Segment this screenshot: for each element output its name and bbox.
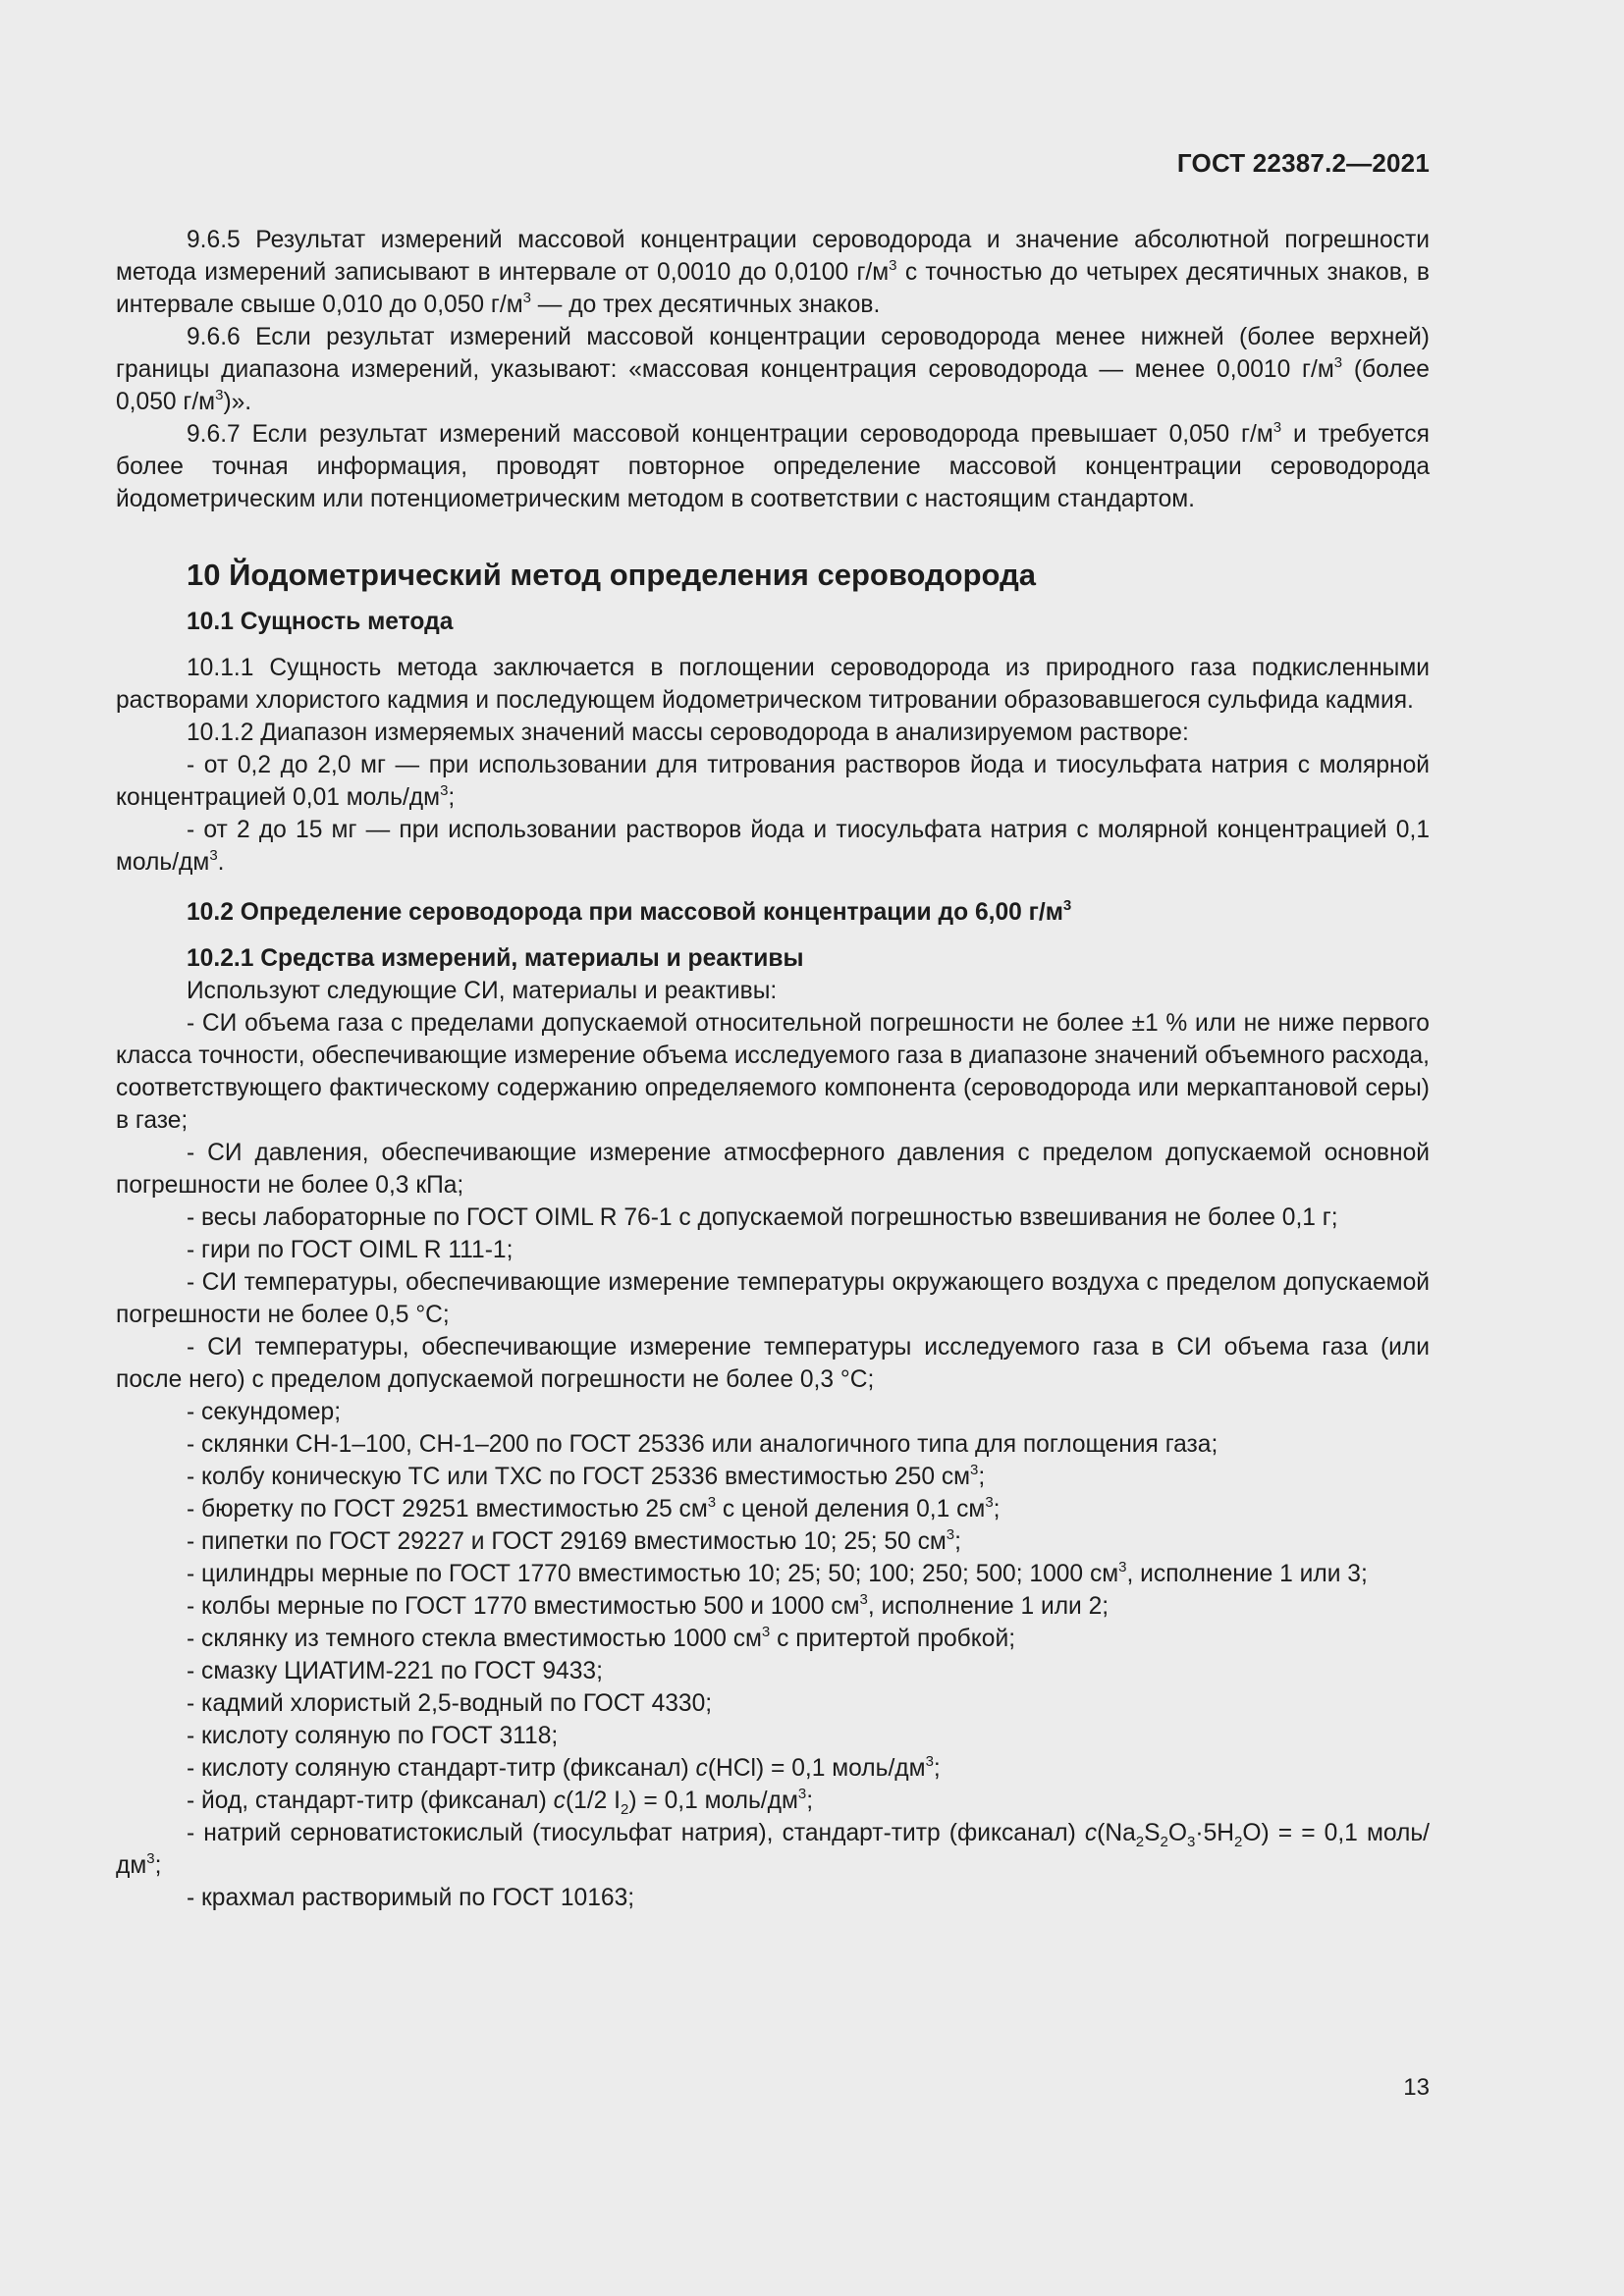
text: , исполнение 1 или 2; bbox=[867, 1593, 1110, 1620]
list-item bbox=[116, 1558, 1430, 1590]
list-item bbox=[116, 1493, 1430, 1525]
list-item bbox=[116, 1817, 1430, 1882]
list-item: - склянки СН-1–100, СН-1–200 по ГОСТ 25336 или аналогичного типа для поглощения газа; bbox=[187, 1431, 1218, 1458]
superscript: 3 bbox=[985, 1493, 994, 1511]
text: (HCl) = 0,1 моль/дм bbox=[707, 1755, 926, 1782]
text: ) = 0,1 моль/дм bbox=[628, 1788, 798, 1814]
superscript: 3 bbox=[859, 1590, 868, 1608]
section-10-2-1-heading: 10.2.1 Средства измерений, материалы и реактивы bbox=[187, 945, 804, 972]
subscript: 2 bbox=[621, 1800, 629, 1818]
subscript: 2 bbox=[1234, 1833, 1243, 1850]
text: и требуется более точная информация, проводят повторное определение массовой концентрации сероводорода йодометрическим или потенциометрическим методом в соответствии с настоящим стандартом. bbox=[116, 421, 1430, 512]
text: O) = = 0,1 моль/дм bbox=[116, 1820, 1430, 1879]
text: ; bbox=[806, 1788, 814, 1814]
page-number: 13 bbox=[1403, 2074, 1430, 2101]
list-item: - секундомер; bbox=[187, 1399, 342, 1425]
list-intro: Используют следующие СИ, материалы и реактивы: bbox=[187, 978, 778, 1004]
paragraph-9-6-5 bbox=[116, 224, 1430, 321]
text: O bbox=[1167, 1820, 1188, 1846]
text: ; bbox=[448, 784, 456, 811]
list-item bbox=[116, 1752, 1430, 1785]
superscript: 3 bbox=[215, 386, 224, 403]
list-item: - СИ температуры, обеспечивающие измерение температуры окружающего воздуха с пределом допускаемой погрешности не более 0,5 °С; bbox=[116, 1269, 1430, 1328]
list-item: - крахмал растворимый по ГОСТ 10163; bbox=[187, 1885, 635, 1911]
text: 9.6.7 Если результат измерений массовой концентрации сероводорода превышает 0,050 г/м bbox=[187, 421, 1273, 448]
text: - от 0,2 до 2,0 мг — при использовании для титрования растворов йода и тиосульфата натрия с молярной концентрацией 0,01 моль/дм bbox=[116, 752, 1430, 811]
text: - колбы мерные по ГОСТ 1770 вместимостью 500 и 1000 см bbox=[187, 1593, 860, 1620]
italic-symbol: c bbox=[1084, 1820, 1098, 1846]
text: S bbox=[1144, 1820, 1161, 1846]
superscript: 3 bbox=[522, 289, 531, 306]
text: (Na bbox=[1097, 1820, 1136, 1846]
superscript: 3 bbox=[1062, 896, 1072, 914]
paragraph-9-6-6 bbox=[116, 321, 1430, 418]
text: - цилиндры мерные по ГОСТ 1770 вместимостью 10; 25; 50; 100; 250; 500; 1000 см bbox=[187, 1561, 1119, 1587]
text: — до трех десятичных знаков. bbox=[530, 292, 881, 318]
paragraph-10-1-1: 10.1.1 Сущность метода заключается в поглощении сероводорода из природного газа подкисленными растворами хлористого кадмия и последующем йодометрическом титровании образовавшегося сульфида кадмия. bbox=[116, 655, 1430, 714]
list-item bbox=[116, 1461, 1430, 1493]
superscript: 3 bbox=[1272, 418, 1282, 436]
text: ·5H bbox=[1195, 1820, 1235, 1846]
text: - пипетки по ГОСТ 29227 и ГОСТ 29169 вместимостью 10; 25; 50 см bbox=[187, 1528, 947, 1555]
superscript: 3 bbox=[946, 1525, 955, 1543]
section-10-2-heading bbox=[116, 896, 1430, 929]
subscript: 2 bbox=[1160, 1833, 1168, 1850]
section-10-heading: 10 Йодометрический метод определения сероводорода bbox=[187, 558, 1037, 592]
text: с точностью до четырех десятичных знаков, в интервале свыше 0,010 до 0,050 г/м bbox=[116, 259, 1430, 318]
list-item: - СИ давления, обеспечивающие измерение атмосферного давления с пределом допускаемой основной погрешности не более 0,3 кПа; bbox=[116, 1140, 1430, 1199]
italic-symbol: c bbox=[553, 1788, 566, 1814]
text: - йод, стандарт-титр (фиксанал) bbox=[187, 1788, 554, 1814]
text: ; bbox=[993, 1496, 1001, 1522]
text: 9.6.6 Если результат измерений массовой концентрации сероводорода менее нижней (более верхней) границы диапазона измерений, указывают: «массовая концентрация сероводорода — менее 0,0010 г/м bbox=[116, 324, 1430, 383]
subscript: 3 bbox=[1187, 1833, 1196, 1850]
list-item: - весы лабораторные по ГОСТ OIML R 76-1 с допускаемой погрешностью взвешивания не более 0,1 г; bbox=[187, 1204, 1338, 1231]
paragraph-10-1-2: 10.1.2 Диапазон измеряемых значений массы сероводорода в анализируемом растворе: bbox=[187, 720, 1189, 746]
list-item bbox=[116, 1590, 1430, 1623]
range-item-1 bbox=[116, 749, 1430, 814]
superscript: 3 bbox=[1333, 353, 1343, 371]
text: ; bbox=[154, 1852, 162, 1879]
section-10-1-heading: 10.1 Сущность метода bbox=[187, 609, 454, 635]
standard-code-header: ГОСТ 22387.2—2021 bbox=[1176, 148, 1430, 178]
paragraph-9-6-7 bbox=[116, 418, 1430, 515]
italic-symbol: c bbox=[695, 1755, 708, 1782]
text: с ценой деления 0,1 см bbox=[716, 1496, 986, 1522]
list-item bbox=[116, 1525, 1430, 1558]
text: - от 2 до 15 мг — при использовании растворов йода и тиосульфата натрия с молярной концентрацией 0,1 моль/дм bbox=[116, 817, 1430, 876]
text: - натрий серноватистокислый (тиосульфат натрия), стандарт-титр (фиксанал) bbox=[187, 1820, 1085, 1846]
text: - склянку из темного стекла вместимостью 1000 см bbox=[187, 1626, 762, 1652]
list-item: - кадмий хлористый 2,5-водный по ГОСТ 4330; bbox=[187, 1690, 713, 1717]
superscript: 3 bbox=[970, 1461, 979, 1478]
list-item: - гири по ГОСТ OIML R 111-1; bbox=[187, 1237, 514, 1263]
text: - бюретку по ГОСТ 29251 вместимостью 25 см bbox=[187, 1496, 708, 1522]
superscript: 3 bbox=[1118, 1558, 1127, 1575]
list-item bbox=[116, 1623, 1430, 1655]
superscript: 3 bbox=[146, 1849, 155, 1867]
page-body bbox=[116, 224, 1430, 1914]
text: с притертой пробкой; bbox=[770, 1626, 1016, 1652]
range-item-2 bbox=[116, 814, 1430, 879]
superscript: 3 bbox=[925, 1752, 934, 1770]
text: 10.2 Определение сероводорода при массовой концентрации до 6,00 г/м bbox=[187, 899, 1063, 926]
text: - колбу коническую ТС или ТХС по ГОСТ 25336 вместимостью 250 см bbox=[187, 1464, 971, 1490]
subscript: 2 bbox=[1135, 1833, 1145, 1850]
text: ; bbox=[954, 1528, 961, 1555]
text: ; bbox=[933, 1755, 941, 1782]
list-item: - кислоту соляную по ГОСТ 3118; bbox=[187, 1723, 559, 1749]
superscript: 3 bbox=[440, 781, 449, 799]
text: (более 0,050 г/м bbox=[116, 356, 1430, 415]
superscript: 3 bbox=[889, 256, 897, 274]
superscript: 3 bbox=[797, 1785, 807, 1802]
text: , исполнение 1 или 3; bbox=[1126, 1561, 1368, 1587]
text: - кислоту соляную стандарт-титр (фиксанал) bbox=[187, 1755, 696, 1782]
list-item: - СИ температуры, обеспечивающие измерение температуры исследуемого газа в СИ объема газа (или после него) с пределом допускаемой погрешности не более 0,3 °С; bbox=[116, 1334, 1430, 1393]
text: (1/2 I bbox=[565, 1788, 622, 1814]
superscript: 3 bbox=[209, 846, 218, 864]
list-item bbox=[116, 1785, 1430, 1817]
list-item: - СИ объема газа с пределами допускаемой относительной погрешности не более ±1 % или не ниже первого класса точности, обеспечивающие измерение объема исследуемого газа в диапазоне значений объемного расхода, соответствующего фактическому содержанию определяемого компонента (сероводорода или меркаптановой серы) в газе; bbox=[116, 1010, 1430, 1134]
superscript: 3 bbox=[707, 1493, 717, 1511]
superscript: 3 bbox=[761, 1623, 771, 1640]
list-item: - смазку ЦИАТИМ-221 по ГОСТ 9433; bbox=[187, 1658, 603, 1684]
text: . bbox=[217, 849, 225, 876]
text: ; bbox=[978, 1464, 986, 1490]
text: )». bbox=[223, 389, 252, 415]
text: 9.6.5 Результат измерений массовой концентрации сероводорода и значение абсолютной погрешности метода измерений записывают в интервале от 0,0010 до 0,0100 г/м bbox=[116, 227, 1430, 286]
